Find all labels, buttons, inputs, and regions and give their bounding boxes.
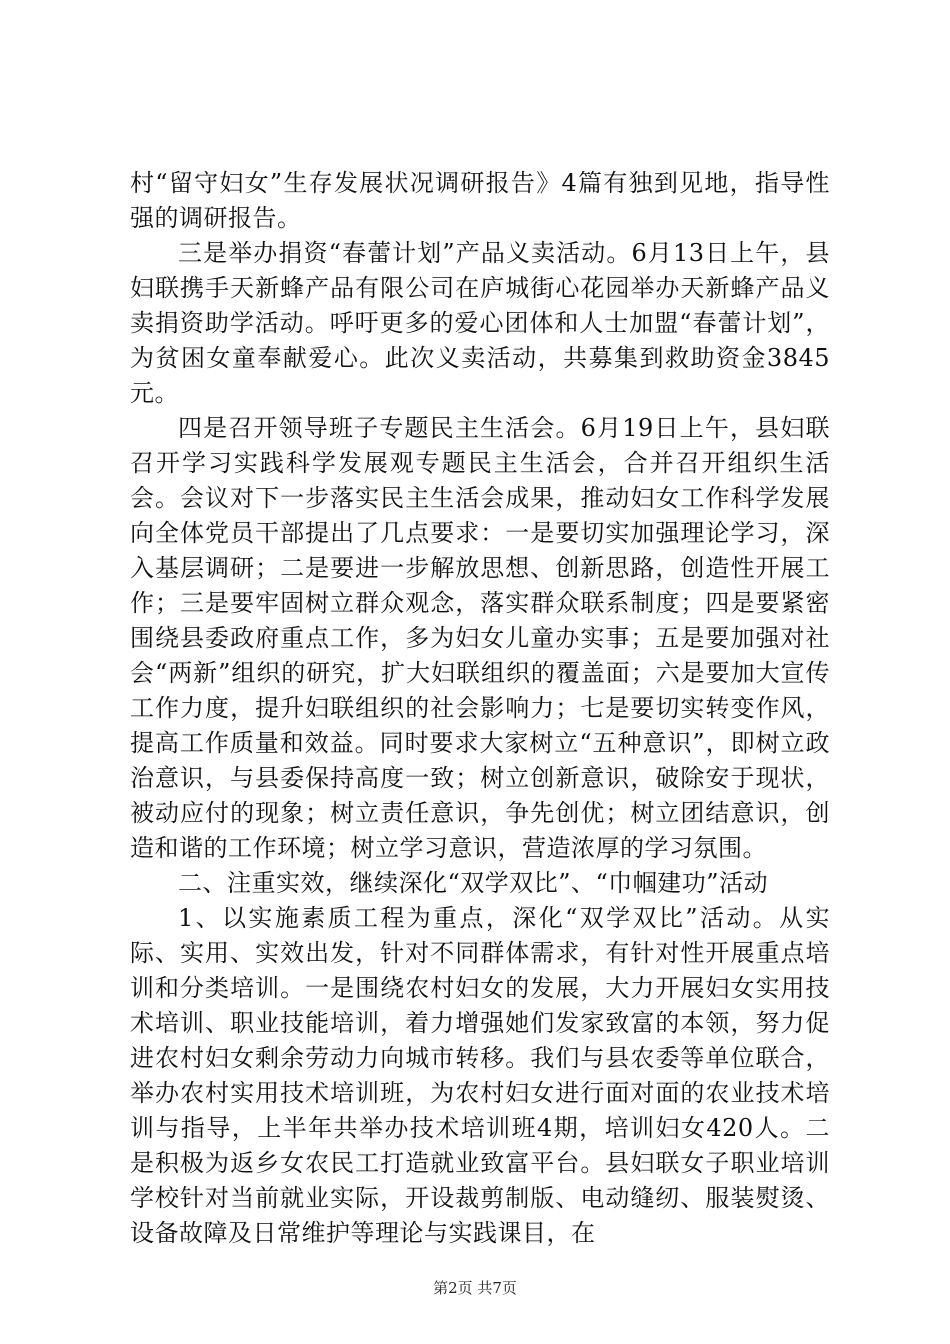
document-body <box>130 166 830 1251</box>
section-heading: 二、注重实效，继续深化“双学双比”、“巾帼建功”活动 <box>178 869 769 897</box>
paragraph-quality-project: 1、以实施素质工程为重点，深化“双学双比”活动。从实际、实用、实效出发，针对不同群体需求，有针对性开展重点培训和分类培训。一是围绕农村妇女的发展，大力开展妇女实用技术培训、职业技能培训，着力增强她们发家致富的本领，努力促进农村妇女剩余劳动力向城市转移。我们与县农委等单位联合，举办农村实用技术培训班，为农村妇女进行面对面的农业技术培训与指导，上半年共举办技术培训班4期，培训妇女420人。二是积极为返乡女农民工打造就业致富平台。县妇联女子职业培训学校针对当前就业实际，开设裁剪制版、电动缝纫、服装熨烫、设备故障及日常维护等理论与实践课目，在 <box>130 904 830 1247</box>
paragraph-continuation: 村“留守妇女”生存发展状况调研报告》4篇有独到见地，指导性强的调研报告。 <box>130 169 830 232</box>
paragraph-charity-sale: 三是举办捐资“春蕾计划”产品义卖活动。6月13日上午，县妇联携手天新蜂产品有限公司在庐城街心花园举办天新蜂产品义卖捐资助学活动。呼吁更多的爱心团体和人士加盟“春蕾计划”，为贫困女童奉献爱心。此次义卖活动，共募集到救助资金3845元。 <box>130 239 830 407</box>
paragraph-democratic-meeting: 四是召开领导班子专题民主生活会。6月19日上午，县妇联召开学习实践科学发展观专题民主生活会，合并召开组织生活会。会议对下一步落实民主生活会成果，推动妇女工作科学发展向全体党员干部提出了几点要求：一是要切实加强理论学习，深入基层调研；二是要进一步解放思想、创新思路，创造性开展工作；三是要牢固树立群众观念，落实群众联系制度；四是要紧密围绕县委政府重点工作，多为妇女儿童办实事；五是要加强对社会“两新”组织的研究，扩大妇联组织的覆盖面；六是要加大宣传工作力度，提升妇联组织的社会影响力；七是要切实转变作风，提高工作质量和效益。同时要求大家树立“五种意识”，即树立政治意识，与县委保持高度一致；树立创新意识，破除安于现状，被动应付的现象；树立责任意识，争先创优；树立团结意识，创造和谐的工作环境；树立学习意识，营造浓厚的学习氛围。 <box>130 414 830 862</box>
page-number: 第2页 共7页 <box>433 1279 517 1297</box>
